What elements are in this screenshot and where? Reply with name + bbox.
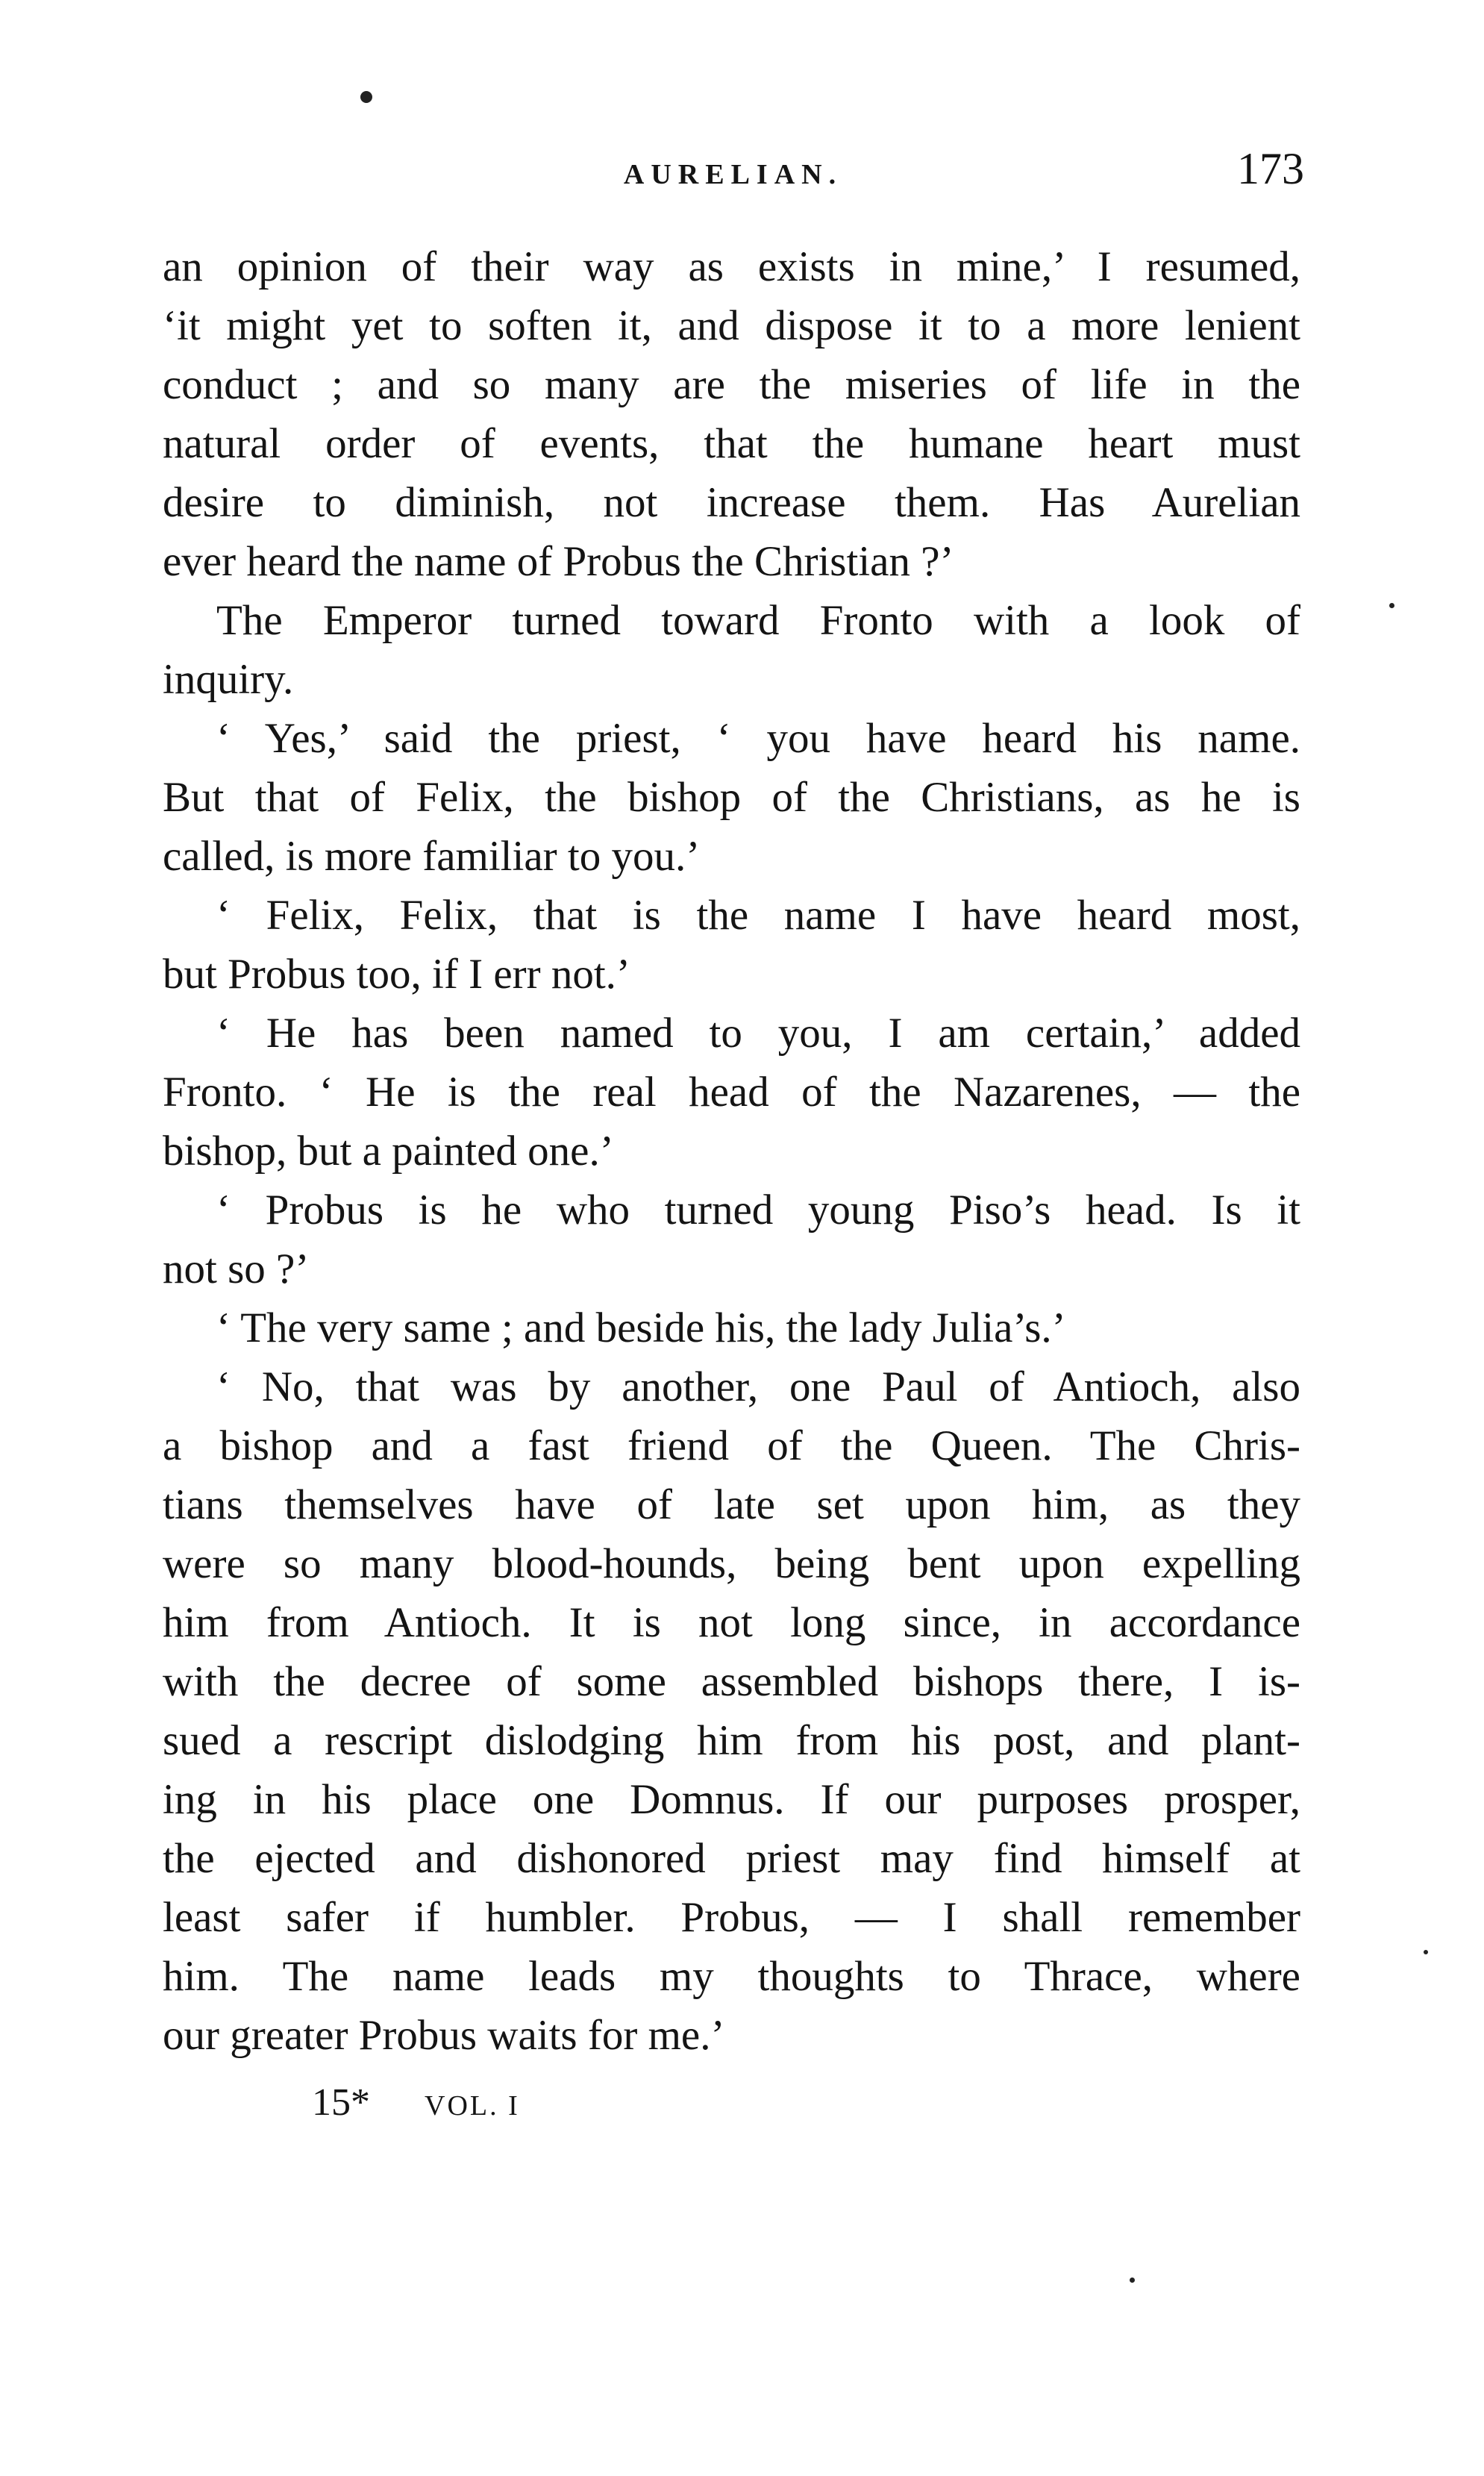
running-head: AURELIAN. [623, 159, 843, 190]
text-line: a bishop and a fast friend of the Queen. The Chris- [163, 1422, 1300, 1469]
text-line: with the decree of some assembled bishops there, I is- [163, 1658, 1300, 1705]
ink-speck [1424, 1950, 1428, 1954]
text-line: But that of Felix, the bishop of the Christians, as he is [163, 774, 1300, 821]
text-line: ‘ No, that was by another, one Paul of Antioch, also [216, 1363, 1300, 1410]
text-line: ‘ Probus is he who turned young Piso’s head. Is it [216, 1187, 1300, 1234]
text-line: conduct ; and so many are the miseries of life in the [163, 361, 1300, 408]
page-header [160, 143, 1306, 203]
text-line: him. The name leads my thoughts to Thrace, where [163, 1953, 1300, 2000]
ink-speck [1130, 2278, 1135, 2283]
text-line: called, is more familiar to you.’ [163, 833, 701, 880]
text-line: ‘ Yes,’ said the priest, ‘ you have heard his name. [216, 715, 1300, 762]
text-line: bishop, but a painted one.’ [163, 1128, 614, 1175]
volume-label: VOL. I [425, 2090, 520, 2122]
text-line: least safer if humbler. Probus, — I shall remember [163, 1894, 1300, 1941]
text-line: ‘ He has been named to you, I am certain,’ added [216, 1010, 1300, 1057]
text-line: our greater Probus waits for me.’ [163, 2012, 725, 2059]
signature-mark: 15* [312, 2081, 370, 2124]
text-line: The Emperor turned toward Fronto with a look of [216, 597, 1300, 644]
text-line: ‘ The very same ; and beside his, the lady Julia’s.’ [216, 1304, 1066, 1351]
text-line: but Probus too, if I err not.’ [163, 951, 630, 998]
text-line: natural order of events, that the humane heart must [163, 420, 1300, 467]
text-line: were so many blood-hounds, being bent upon expelling [163, 1540, 1300, 1587]
text-line: ever heard the name of Probus the Christian ?’ [163, 538, 954, 585]
text-line: Fronto. ‘ He is the real head of the Nazarenes, — the [163, 1069, 1300, 1116]
page-number: 173 [1237, 144, 1304, 193]
text-line: sued a rescript dislodging him from his post, and plant- [163, 1717, 1300, 1764]
text-line: him from Antioch. It is not long since, in accordance [163, 1599, 1300, 1646]
text-line: the ejected and dishonored priest may find himself at [163, 1835, 1300, 1882]
body-text [163, 237, 1300, 2065]
text-line: ‘ Felix, Felix, that is the name I have heard most, [216, 892, 1300, 939]
ink-speck [1389, 603, 1394, 608]
text-line: not so ?’ [163, 1245, 310, 1292]
text-line: ing in his place one Domnus. If our purposes prosper, [163, 1776, 1300, 1823]
text-line: inquiry. [163, 656, 294, 703]
ink-speck [360, 91, 372, 103]
printer-signature [312, 2080, 520, 2125]
text-line: tians themselves have of late set upon him, as they [163, 1481, 1300, 1528]
text-line: desire to diminish, not increase them. Has Aurelian [163, 479, 1300, 526]
text-line: ‘it might yet to soften it, and dispose it to a more lenient [163, 302, 1300, 349]
text-line: an opinion of their way as exists in mine,’ I resumed, [163, 243, 1300, 290]
